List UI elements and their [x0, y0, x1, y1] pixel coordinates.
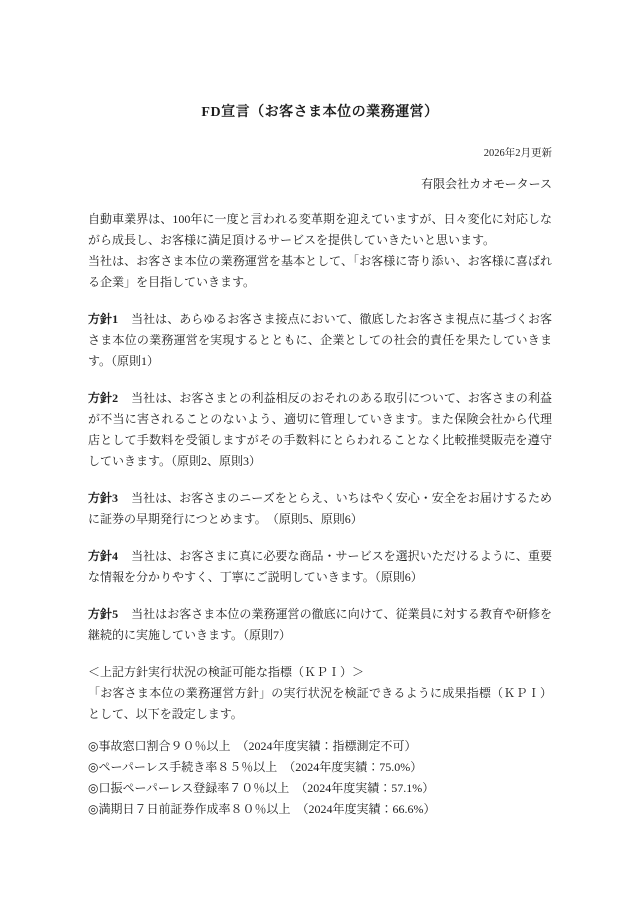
kpi-item-3: ◎口振ペーパーレス登録率７０％以上 （2024年度実績：57.1%） — [88, 781, 435, 795]
kpi-heading: ＜上記方針実行状況の検証可能な指標（ＫＰＩ）＞ — [88, 665, 365, 679]
policy-4 — [88, 546, 552, 588]
policy-4-label: 方針4 — [88, 549, 119, 563]
policy-5 — [88, 604, 552, 646]
policy-3-text: 当社は、お客さまのニーズをとらえ、いちはやく安心・安全をお届けするために証券の早期発行につとめます。 （原則5、原則6） — [88, 491, 552, 526]
policy-2-text: 当社は、お客さまとの利益相反のおそれのある取引について、お客さまの利益が不当に害されることのないよう、適切に管理していきます。また保険会社から代理店として手数料を受領しますがその手数料にとらわれることなく比較推奨販売を遵守していきます。（原則2、原則3） — [88, 391, 552, 468]
policy-5-label: 方針5 — [88, 607, 119, 621]
policy-3-label: 方針3 — [88, 491, 119, 505]
company-name: 有限会社カオモータース — [421, 177, 552, 191]
policy-3 — [88, 488, 552, 530]
kpi-item-2: ◎ペーパーレス手続き率８５％以上 （2024年度実績：75.0%） — [88, 760, 423, 774]
policy-4-text: 当社は、お客さまに真に必要な商品・サービスを選択いただけるように、重要な情報を分かりやすく、丁寧にご説明していきます。（原則6） — [88, 549, 552, 584]
kpi-list — [88, 736, 552, 820]
updated-date: 2026年2月更新 — [483, 148, 552, 159]
document-title: FD宣言（お客さま本位の業務運営） — [201, 105, 439, 120]
intro-paragraph-1: 自動車業界は、100年に一度と言われる変革期を迎えていますが、日々変化に対応しながら成長し、お客様に満足頂けるサービスを提供していきたいと思います。 — [88, 212, 552, 247]
policy-1-text: 当社は、あらゆるお客さま接点において、徹底したお客さま視点に基づくお客さま本位の業務運営を実現するとともに、企業としての社会的責任を果たしていきます。（原則1） — [88, 312, 552, 368]
kpi-description: 「お客さま本位の業務運営方針」の実行状況を検証できるように成果指標（ＫＰＩ）として、以下を設定します。 — [88, 686, 552, 721]
policy-2 — [88, 388, 552, 472]
kpi-section — [88, 662, 552, 725]
policy-1 — [88, 309, 552, 372]
intro-paragraph-2: 当社は、お客さま本位の業務運営を基本として、「お客様に寄り添い、お客様に喜ばれる企業」を目指していきます。 — [88, 254, 552, 289]
kpi-item-1: ◎事故窓口割合９０％以上 （2024年度実績：指標測定不可） — [88, 739, 417, 753]
policy-2-label: 方針2 — [88, 391, 119, 405]
policy-1-label: 方針1 — [88, 312, 119, 326]
policy-5-text: 当社はお客さま本位の業務運営の徹底に向けて、従業員に対する教育や研修を継続的に実施していきます。（原則7） — [88, 607, 552, 642]
kpi-item-4: ◎満期日７日前証券作成率８０％以上 （2024年度実績：66.6%） — [88, 802, 436, 816]
intro-section — [88, 209, 552, 293]
